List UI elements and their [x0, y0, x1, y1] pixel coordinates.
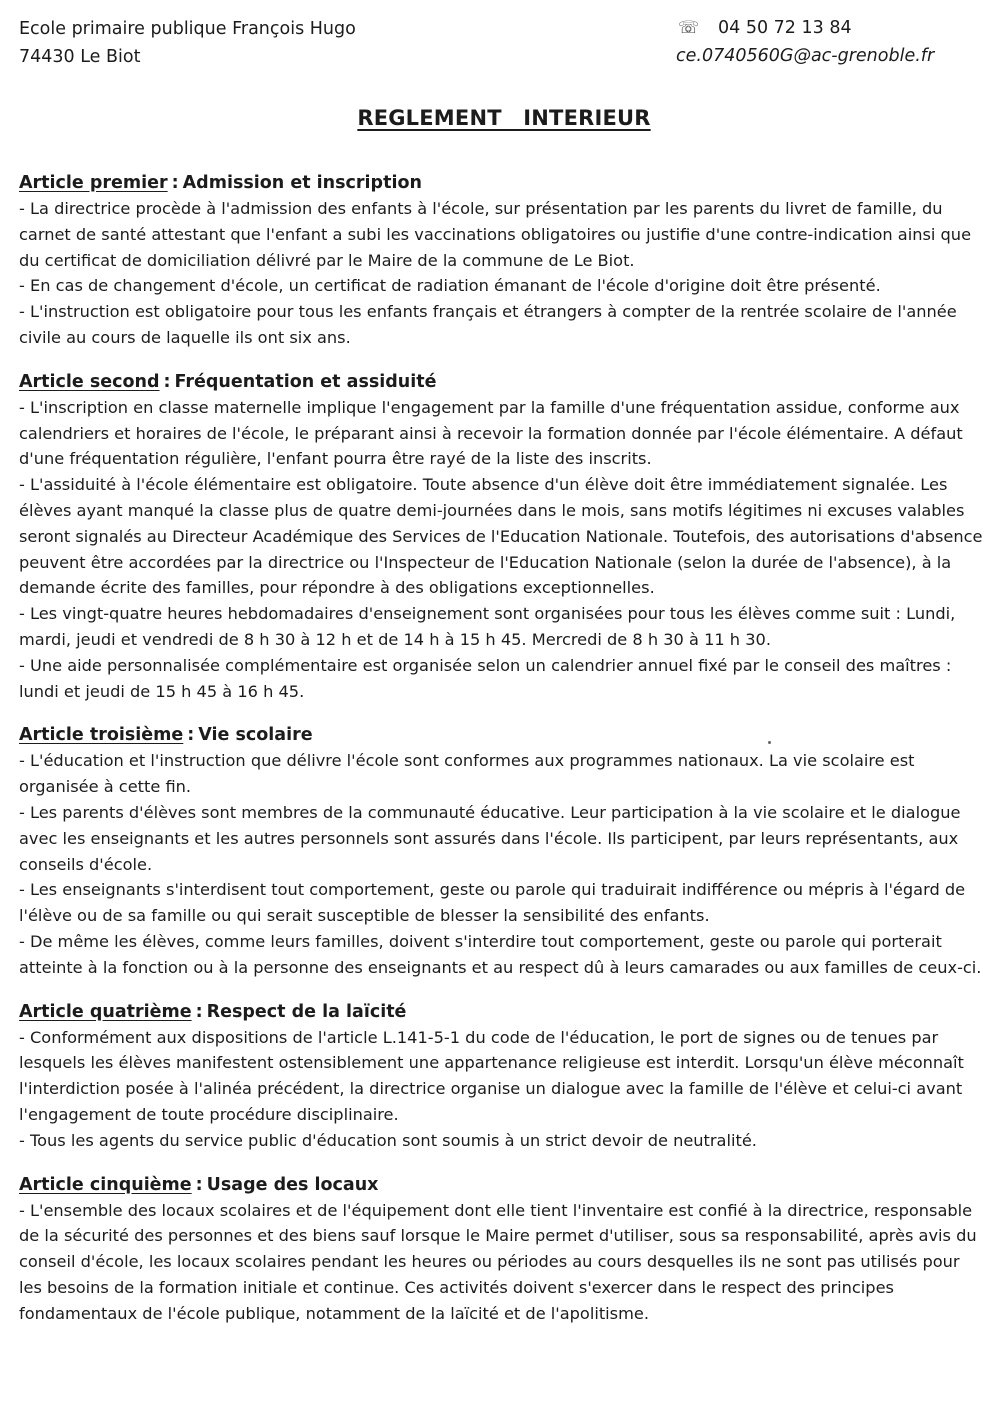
article-number: Article cinquième	[19, 1174, 192, 1195]
school-address: 74430 Le Biot	[19, 47, 141, 67]
article-body	[19, 1198, 987, 1327]
phone-number: 04 50 72 13 84	[718, 18, 852, 38]
article-number: Article premier	[19, 173, 168, 193]
article-separator: :	[163, 371, 171, 392]
article-paragraph: - Les parents d'élèves sont membres de la communauté éducative. Leur participation à la vie scolaire et le dialogue avec les enseignants et les autres personnels sont assurés dans l'école. Ils participent, par leurs représentants, aux conseils d'école.	[19, 802, 961, 874]
article-section	[19, 999, 987, 1154]
school-name: Ecole primaire publique François Hugo	[19, 19, 356, 39]
article-paragraph: - De même les élèves, comme leurs familles, doivent s'interdire tout comportement, geste ou parole qui porterait atteinte à la fonction ou à la personne des enseignants et au respect dû à leurs camarades ou aux familles de ceux-ci.	[19, 931, 982, 977]
article-number: Article second	[19, 371, 160, 392]
phone-icon: ☏	[678, 18, 700, 38]
article-heading	[19, 999, 987, 1025]
article-separator: :	[171, 173, 179, 193]
article-paragraph: - En cas de changement d'école, un certificat de radiation émanant de l'école d'origine doit être présenté.	[19, 276, 881, 296]
document-title-wrap	[0, 106, 1000, 130]
article-paragraph: - L'assiduité à l'école élémentaire est obligatoire. Toute absence d'un élève doit être immédiatement signalée. Les élèves ayant manqué la classe plus de quatre demi-journées dans le mois, sans motifs légitimes ni excuses valables seront signalés au Directeur Académique des Services de l'Education Nationale. Toutefois, des autorisations d'absence peuvent être accordées par la directrice ou l'Inspecteur de l'Education Nationale (selon la durée de l'absence), à la demande écrite des familles, pour répondre à des obligations exceptionnelles.	[19, 475, 983, 598]
article-section	[19, 369, 987, 705]
contact-block	[676, 14, 934, 70]
article-heading	[19, 722, 987, 748]
article-paragraph: - L'inscription en classe maternelle implique l'engagement par la famille d'une fréquentation assidue, conforme aux calendriers et horaires de l'école, le préparant ainsi à recevoir la formation donnée par l'école élémentaire. A défaut d'une fréquentation régulière, l'enfant pourra être rayé de la liste des inscrits.	[19, 397, 963, 469]
article-separator: :	[195, 1174, 203, 1195]
document-title: REGLEMENT INTERIEUR	[357, 106, 651, 130]
article-separator: :	[195, 1001, 203, 1022]
article-paragraph: - Conformément aux dispositions de l'article L.141-5-1 du code de l'éducation, le port de signes ou de tenues par lesquels les élèves manifestent ostensiblement une appartenance religieuse est interdit. Lorsqu'un élève méconnaît l'interdiction posée à l'alinéa précédent, la directrice organise un dialogue avec la famille de l'élève et celui-ci avant l'engagement de toute procédure disciplinaire.	[19, 1027, 964, 1124]
email-address: ce.0740560G@ac-grenoble.fr	[676, 46, 935, 66]
article-section	[19, 1172, 987, 1327]
article-body	[19, 748, 987, 980]
article-number: Article troisième	[19, 725, 184, 746]
article-heading-text: Admission et inscription	[182, 173, 422, 193]
article-body	[19, 395, 987, 705]
article-section	[19, 722, 987, 980]
article-section	[19, 170, 987, 351]
article-heading-text: Fréquentation et assiduité	[174, 371, 437, 392]
article-paragraph: - Tous les agents du service public d'éducation sont soumis à un strict devoir de neutralité.	[19, 1130, 757, 1150]
school-address-block	[19, 15, 356, 71]
article-paragraph: - L'instruction est obligatoire pour tous les enfants français et étrangers à compter de la rentrée scolaire de l'année civile au cours de laquelle ils ont six ans.	[19, 302, 957, 347]
article-heading-text: Usage des locaux	[206, 1174, 379, 1195]
article-number: Article quatrième	[19, 1001, 192, 1022]
article-body	[19, 1025, 987, 1154]
article-paragraph: - La directrice procède à l'admission des enfants à l'école, sur présentation par les parents du livret de famille, du carnet de santé attestant que l'enfant a subi les vaccinations obligatoires ou justifie d'une contre-indication ainsi que du certificat de domiciliation délivré par le Maire de la commune de Le Biot.	[19, 199, 972, 270]
article-paragraph: - Les enseignants s'interdisent tout comportement, geste ou parole qui traduirait indifférence ou mépris à l'égard de l'élève ou de sa famille ou qui serait susceptible de blesser la sensibilité des enfants.	[19, 880, 966, 926]
article-heading	[19, 1172, 987, 1198]
article-paragraph: - Une aide personnalisée complémentaire est organisée selon un calendrier annuel fixé par le conseil des maîtres : lundi et jeudi de 15 h 45 à 16 h 45.	[19, 655, 952, 701]
scan-speck	[768, 741, 771, 744]
article-heading	[19, 170, 987, 196]
article-paragraph: - Les vingt-quatre heures hebdomadaires d'enseignement sont organisées pour tous les élèves comme suit : Lundi, mardi, jeudi et vendredi de 8 h 30 à 12 h et de 14 h à 15 h 45. Mercredi de 8 h 30 à 11 h 30.	[19, 604, 956, 649]
article-heading-text: Vie scolaire	[198, 725, 313, 746]
articles-list	[19, 170, 987, 1344]
phone-line	[676, 14, 934, 42]
article-heading	[19, 369, 987, 395]
article-paragraph: - L'ensemble des locaux scolaires et de l'équipement dont elle tient l'inventaire est confié à la directrice, responsable de la sécurité des personnes et des biens sauf lorsque le Maire permet d'utiliser, sous sa responsabilité, après avis du conseil d'école, les locaux scolaires pendant les heures ou périodes au cours desquelles ils ne sont pas utilisés pour les besoins de la formation initiale et continue. Ces activités doivent s'exercer dans le respect des principes fondamentaux de l'école publique, notamment de la laïcité et de l'apolitisme.	[19, 1200, 977, 1323]
article-separator: :	[187, 725, 195, 746]
article-paragraph: - L'éducation et l'instruction que délivre l'école sont conformes aux programmes nationaux. La vie scolaire est organisée à cette fin.	[19, 751, 915, 797]
article-body	[19, 196, 987, 351]
article-heading-text: Respect de la laïcité	[206, 1001, 407, 1022]
